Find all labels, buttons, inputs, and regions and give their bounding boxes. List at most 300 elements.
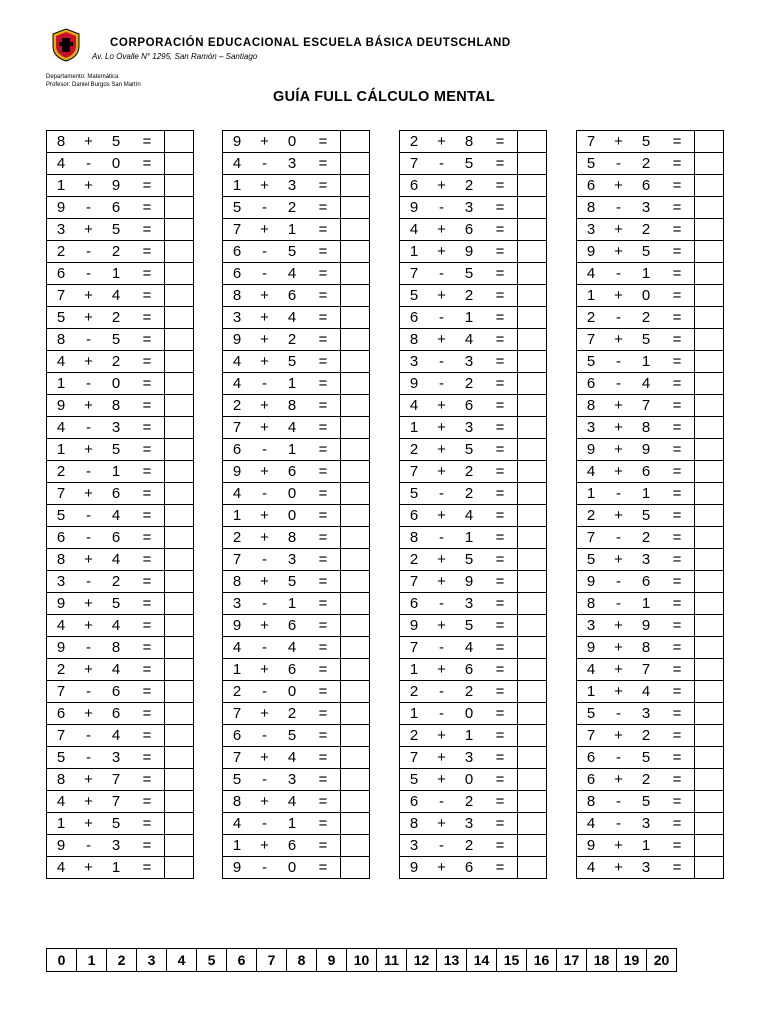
answer-box[interactable] xyxy=(341,791,370,813)
answer-box[interactable] xyxy=(518,791,547,813)
answer-box[interactable] xyxy=(341,329,370,351)
answer-box[interactable] xyxy=(341,769,370,791)
equals-sign: = xyxy=(306,197,341,219)
equals-sign: = xyxy=(306,549,341,571)
answer-box[interactable] xyxy=(341,153,370,175)
equals-sign: = xyxy=(130,373,165,395)
answer-box[interactable] xyxy=(165,813,194,835)
answer-box[interactable] xyxy=(341,395,370,417)
operation-row xyxy=(400,681,547,703)
answer-box[interactable] xyxy=(341,857,370,879)
answer-box[interactable] xyxy=(341,747,370,769)
answer-box[interactable] xyxy=(165,791,194,813)
operand-b: 6 xyxy=(632,461,660,483)
operand-b: 3 xyxy=(455,417,483,439)
number-line-cell: 20 xyxy=(647,949,677,972)
operand-b: 1 xyxy=(278,439,306,461)
operation-row xyxy=(47,461,194,483)
answer-box[interactable] xyxy=(518,527,547,549)
answer-box[interactable] xyxy=(518,219,547,241)
operator: + xyxy=(605,857,632,879)
answer-box[interactable] xyxy=(695,417,724,439)
answer-box[interactable] xyxy=(165,197,194,219)
answer-box[interactable] xyxy=(695,329,724,351)
equals-sign: = xyxy=(660,153,695,175)
answer-box[interactable] xyxy=(165,857,194,879)
operator: + xyxy=(428,329,455,351)
operand-a: 1 xyxy=(400,417,429,439)
answer-box[interactable] xyxy=(695,615,724,637)
operator: + xyxy=(251,505,278,527)
operator: + xyxy=(75,131,102,153)
operand-b: 6 xyxy=(632,175,660,197)
answer-box[interactable] xyxy=(341,615,370,637)
answer-box[interactable] xyxy=(165,637,194,659)
operand-b: 4 xyxy=(102,659,130,681)
operator: + xyxy=(428,813,455,835)
answer-box[interactable] xyxy=(165,241,194,263)
answer-box[interactable] xyxy=(518,769,547,791)
answer-box[interactable] xyxy=(695,263,724,285)
answer-box[interactable] xyxy=(341,571,370,593)
answer-box[interactable] xyxy=(341,219,370,241)
answer-box[interactable] xyxy=(695,725,724,747)
operator: - xyxy=(251,241,278,263)
operand-a: 5 xyxy=(400,769,429,791)
operand-b: 8 xyxy=(455,131,483,153)
answer-box[interactable] xyxy=(165,659,194,681)
operand-b: 1 xyxy=(278,219,306,241)
operator: + xyxy=(251,307,278,329)
answer-box[interactable] xyxy=(518,417,547,439)
answer-box[interactable] xyxy=(695,219,724,241)
answer-box[interactable] xyxy=(165,351,194,373)
operator: + xyxy=(251,175,278,197)
equals-sign: = xyxy=(660,747,695,769)
operator: + xyxy=(605,329,632,351)
operand-a: 6 xyxy=(400,175,429,197)
operand-a: 7 xyxy=(47,681,76,703)
answer-box[interactable] xyxy=(695,681,724,703)
operand-b: 2 xyxy=(455,791,483,813)
operator: - xyxy=(428,791,455,813)
equals-sign: = xyxy=(483,241,518,263)
answer-box[interactable] xyxy=(341,637,370,659)
operand-b: 1 xyxy=(102,857,130,879)
answer-box[interactable] xyxy=(518,131,547,153)
answer-box[interactable] xyxy=(165,285,194,307)
operand-a: 8 xyxy=(47,549,76,571)
answer-box[interactable] xyxy=(341,483,370,505)
answer-box[interactable] xyxy=(518,373,547,395)
answer-box[interactable] xyxy=(165,593,194,615)
equals-sign: = xyxy=(130,637,165,659)
answer-box[interactable] xyxy=(518,285,547,307)
operation-row xyxy=(577,835,724,857)
answer-box[interactable] xyxy=(695,351,724,373)
answer-box[interactable] xyxy=(695,835,724,857)
answer-box[interactable] xyxy=(518,571,547,593)
equals-sign: = xyxy=(130,439,165,461)
answer-box[interactable] xyxy=(518,681,547,703)
operator: - xyxy=(75,417,102,439)
operand-b: 5 xyxy=(632,329,660,351)
answer-box[interactable] xyxy=(165,439,194,461)
answer-box[interactable] xyxy=(695,505,724,527)
answer-box[interactable] xyxy=(695,747,724,769)
answer-box[interactable] xyxy=(341,659,370,681)
operand-a: 7 xyxy=(577,725,606,747)
operation-row xyxy=(577,791,724,813)
operator: - xyxy=(75,725,102,747)
operation-row xyxy=(223,835,370,857)
answer-box[interactable] xyxy=(165,263,194,285)
operand-a: 9 xyxy=(223,461,252,483)
answer-box[interactable] xyxy=(695,483,724,505)
equals-sign: = xyxy=(306,241,341,263)
answer-box[interactable] xyxy=(695,439,724,461)
operation-row xyxy=(47,857,194,879)
operand-a: 1 xyxy=(577,285,606,307)
answer-box[interactable] xyxy=(518,483,547,505)
answer-box[interactable] xyxy=(341,725,370,747)
answer-box[interactable] xyxy=(165,505,194,527)
answer-box[interactable] xyxy=(165,329,194,351)
operator: - xyxy=(428,703,455,725)
operand-b: 9 xyxy=(455,571,483,593)
operand-a: 5 xyxy=(47,505,76,527)
operator: - xyxy=(251,439,278,461)
operand-b: 1 xyxy=(455,527,483,549)
answer-box[interactable] xyxy=(165,373,194,395)
operand-a: 1 xyxy=(577,483,606,505)
answer-box[interactable] xyxy=(695,307,724,329)
operand-a: 1 xyxy=(223,505,252,527)
answer-box[interactable] xyxy=(165,747,194,769)
operation-row xyxy=(400,131,547,153)
answer-box[interactable] xyxy=(518,747,547,769)
answer-box[interactable] xyxy=(341,527,370,549)
answer-box[interactable] xyxy=(518,659,547,681)
answer-box[interactable] xyxy=(165,175,194,197)
operation-row xyxy=(400,549,547,571)
operation-row xyxy=(47,681,194,703)
operand-a: 7 xyxy=(47,725,76,747)
operation-row xyxy=(47,769,194,791)
operator: - xyxy=(605,571,632,593)
equals-sign: = xyxy=(483,307,518,329)
operand-a: 4 xyxy=(47,615,76,637)
answer-box[interactable] xyxy=(341,351,370,373)
answer-box[interactable] xyxy=(518,241,547,263)
operand-a: 1 xyxy=(223,659,252,681)
answer-box[interactable] xyxy=(695,527,724,549)
answer-box[interactable] xyxy=(695,703,724,725)
operator: - xyxy=(428,593,455,615)
teacher-label: Profesor: Daniel Burgos San Martín xyxy=(46,82,141,88)
operations-table-3 xyxy=(399,130,547,879)
operand-a: 6 xyxy=(400,505,429,527)
equals-sign: = xyxy=(483,483,518,505)
equals-sign: = xyxy=(306,659,341,681)
operator: - xyxy=(75,373,102,395)
operator: + xyxy=(428,439,455,461)
answer-box[interactable] xyxy=(695,571,724,593)
answer-box[interactable] xyxy=(695,637,724,659)
operand-b: 2 xyxy=(455,835,483,857)
answer-box[interactable] xyxy=(518,461,547,483)
equals-sign: = xyxy=(130,417,165,439)
answer-box[interactable] xyxy=(518,725,547,747)
operand-a: 1 xyxy=(400,241,429,263)
answer-box[interactable] xyxy=(341,373,370,395)
number-line-cell: 16 xyxy=(527,949,557,972)
answer-box[interactable] xyxy=(695,659,724,681)
operand-a: 8 xyxy=(577,395,606,417)
answer-box[interactable] xyxy=(341,593,370,615)
operation-row xyxy=(577,659,724,681)
answer-box[interactable] xyxy=(695,857,724,879)
answer-box[interactable] xyxy=(518,857,547,879)
operation-row xyxy=(400,329,547,351)
answer-box[interactable] xyxy=(341,835,370,857)
operand-b: 6 xyxy=(102,197,130,219)
answer-box[interactable] xyxy=(518,263,547,285)
operand-b: 6 xyxy=(455,219,483,241)
operation-row xyxy=(400,593,547,615)
operator: - xyxy=(428,681,455,703)
equals-sign: = xyxy=(483,681,518,703)
answer-box[interactable] xyxy=(165,153,194,175)
answer-box[interactable] xyxy=(165,483,194,505)
operand-b: 5 xyxy=(632,791,660,813)
answer-box[interactable] xyxy=(165,395,194,417)
operator: + xyxy=(605,395,632,417)
answer-box[interactable] xyxy=(695,593,724,615)
answer-box[interactable] xyxy=(341,549,370,571)
operator: + xyxy=(251,329,278,351)
equals-sign: = xyxy=(306,219,341,241)
operand-a: 2 xyxy=(223,395,252,417)
operator: + xyxy=(75,175,102,197)
answer-box[interactable] xyxy=(695,285,724,307)
operation-row xyxy=(577,395,724,417)
answer-box[interactable] xyxy=(518,153,547,175)
answer-box[interactable] xyxy=(165,615,194,637)
answer-box[interactable] xyxy=(341,197,370,219)
operand-a: 5 xyxy=(223,197,252,219)
answer-box[interactable] xyxy=(695,197,724,219)
answer-box[interactable] xyxy=(518,593,547,615)
answer-box[interactable] xyxy=(165,131,194,153)
answer-box[interactable] xyxy=(518,307,547,329)
answer-box[interactable] xyxy=(695,813,724,835)
operand-b: 3 xyxy=(632,857,660,879)
answer-box[interactable] xyxy=(695,131,724,153)
answer-box[interactable] xyxy=(341,175,370,197)
operation-row xyxy=(400,527,547,549)
answer-box[interactable] xyxy=(341,263,370,285)
answer-box[interactable] xyxy=(165,527,194,549)
operand-a: 8 xyxy=(577,593,606,615)
answer-box[interactable] xyxy=(341,417,370,439)
operand-a: 7 xyxy=(577,329,606,351)
number-line-cell: 15 xyxy=(497,949,527,972)
answer-box[interactable] xyxy=(165,703,194,725)
operand-a: 9 xyxy=(47,637,76,659)
answer-box[interactable] xyxy=(695,791,724,813)
answer-box[interactable] xyxy=(341,813,370,835)
answer-box[interactable] xyxy=(695,769,724,791)
operand-b: 5 xyxy=(278,351,306,373)
answer-box[interactable] xyxy=(518,351,547,373)
operand-a: 1 xyxy=(47,813,76,835)
answer-box[interactable] xyxy=(518,703,547,725)
operation-row xyxy=(577,813,724,835)
answer-box[interactable] xyxy=(341,461,370,483)
answer-box[interactable] xyxy=(695,395,724,417)
answer-box[interactable] xyxy=(341,703,370,725)
equals-sign: = xyxy=(483,417,518,439)
operand-b: 2 xyxy=(632,527,660,549)
operand-a: 7 xyxy=(223,549,252,571)
equals-sign: = xyxy=(130,835,165,857)
answer-box[interactable] xyxy=(518,615,547,637)
number-line-cell: 12 xyxy=(407,949,437,972)
equals-sign: = xyxy=(306,813,341,835)
answer-box[interactable] xyxy=(695,175,724,197)
answer-box[interactable] xyxy=(165,835,194,857)
operand-b: 0 xyxy=(278,505,306,527)
operand-a: 5 xyxy=(577,549,606,571)
answer-box[interactable] xyxy=(518,175,547,197)
department-label: Departamento: Matemática xyxy=(46,74,119,80)
answer-box[interactable] xyxy=(165,549,194,571)
equals-sign: = xyxy=(130,615,165,637)
operator: - xyxy=(251,681,278,703)
answer-box[interactable] xyxy=(341,241,370,263)
answer-box[interactable] xyxy=(165,681,194,703)
operand-b: 5 xyxy=(102,593,130,615)
operation-row xyxy=(577,769,724,791)
equals-sign: = xyxy=(306,329,341,351)
operator: + xyxy=(75,659,102,681)
operator: + xyxy=(428,549,455,571)
answer-box[interactable] xyxy=(518,549,547,571)
answer-box[interactable] xyxy=(695,461,724,483)
equals-sign: = xyxy=(306,681,341,703)
operand-b: 4 xyxy=(455,329,483,351)
operand-b: 4 xyxy=(278,307,306,329)
equals-sign: = xyxy=(660,835,695,857)
operation-row xyxy=(577,483,724,505)
operator: - xyxy=(605,483,632,505)
answer-box[interactable] xyxy=(165,571,194,593)
operand-b: 4 xyxy=(455,505,483,527)
answer-box[interactable] xyxy=(165,219,194,241)
equals-sign: = xyxy=(130,791,165,813)
operator: - xyxy=(428,351,455,373)
operand-b: 3 xyxy=(455,593,483,615)
answer-box[interactable] xyxy=(341,131,370,153)
operand-a: 5 xyxy=(47,307,76,329)
equals-sign: = xyxy=(306,175,341,197)
answer-box[interactable] xyxy=(341,307,370,329)
operation-row xyxy=(400,615,547,637)
answer-box[interactable] xyxy=(165,769,194,791)
answer-box[interactable] xyxy=(518,395,547,417)
operator: - xyxy=(605,263,632,285)
operand-b: 2 xyxy=(102,571,130,593)
answer-box[interactable] xyxy=(695,549,724,571)
answer-box[interactable] xyxy=(695,153,724,175)
operation-row xyxy=(223,285,370,307)
answer-box[interactable] xyxy=(695,241,724,263)
equals-sign: = xyxy=(130,461,165,483)
answer-box[interactable] xyxy=(341,285,370,307)
answer-box[interactable] xyxy=(165,461,194,483)
operand-a: 2 xyxy=(223,527,252,549)
answer-box[interactable] xyxy=(165,725,194,747)
equals-sign: = xyxy=(483,461,518,483)
answer-box[interactable] xyxy=(518,197,547,219)
answer-box[interactable] xyxy=(341,439,370,461)
answer-box[interactable] xyxy=(695,373,724,395)
operation-row xyxy=(577,615,724,637)
operation-row xyxy=(400,395,547,417)
answer-box[interactable] xyxy=(518,505,547,527)
operator: + xyxy=(605,615,632,637)
operand-a: 4 xyxy=(223,813,252,835)
operand-a: 9 xyxy=(47,593,76,615)
operand-a: 1 xyxy=(223,835,252,857)
operand-a: 7 xyxy=(577,131,606,153)
equals-sign: = xyxy=(130,857,165,879)
equals-sign: = xyxy=(306,439,341,461)
answer-box[interactable] xyxy=(165,307,194,329)
answer-box[interactable] xyxy=(341,505,370,527)
operand-a: 4 xyxy=(223,637,252,659)
operator: - xyxy=(75,637,102,659)
operand-b: 3 xyxy=(278,549,306,571)
operator: + xyxy=(75,395,102,417)
operand-a: 8 xyxy=(400,527,429,549)
number-line-cell: 13 xyxy=(437,949,467,972)
equals-sign: = xyxy=(483,813,518,835)
operand-a: 2 xyxy=(47,659,76,681)
operand-a: 9 xyxy=(577,241,606,263)
answer-box[interactable] xyxy=(518,637,547,659)
answer-box[interactable] xyxy=(165,417,194,439)
operand-a: 6 xyxy=(577,769,606,791)
operand-b: 5 xyxy=(278,571,306,593)
answer-box[interactable] xyxy=(518,835,547,857)
operator: + xyxy=(428,725,455,747)
operand-b: 4 xyxy=(102,725,130,747)
operand-b: 1 xyxy=(278,373,306,395)
answer-box[interactable] xyxy=(518,329,547,351)
operation-row xyxy=(223,571,370,593)
operand-a: 6 xyxy=(223,725,252,747)
answer-box[interactable] xyxy=(518,813,547,835)
operator: + xyxy=(75,813,102,835)
answer-box[interactable] xyxy=(518,439,547,461)
operation-row xyxy=(47,439,194,461)
equals-sign: = xyxy=(130,483,165,505)
operation-row xyxy=(577,285,724,307)
equals-sign: = xyxy=(130,131,165,153)
answer-box[interactable] xyxy=(341,681,370,703)
